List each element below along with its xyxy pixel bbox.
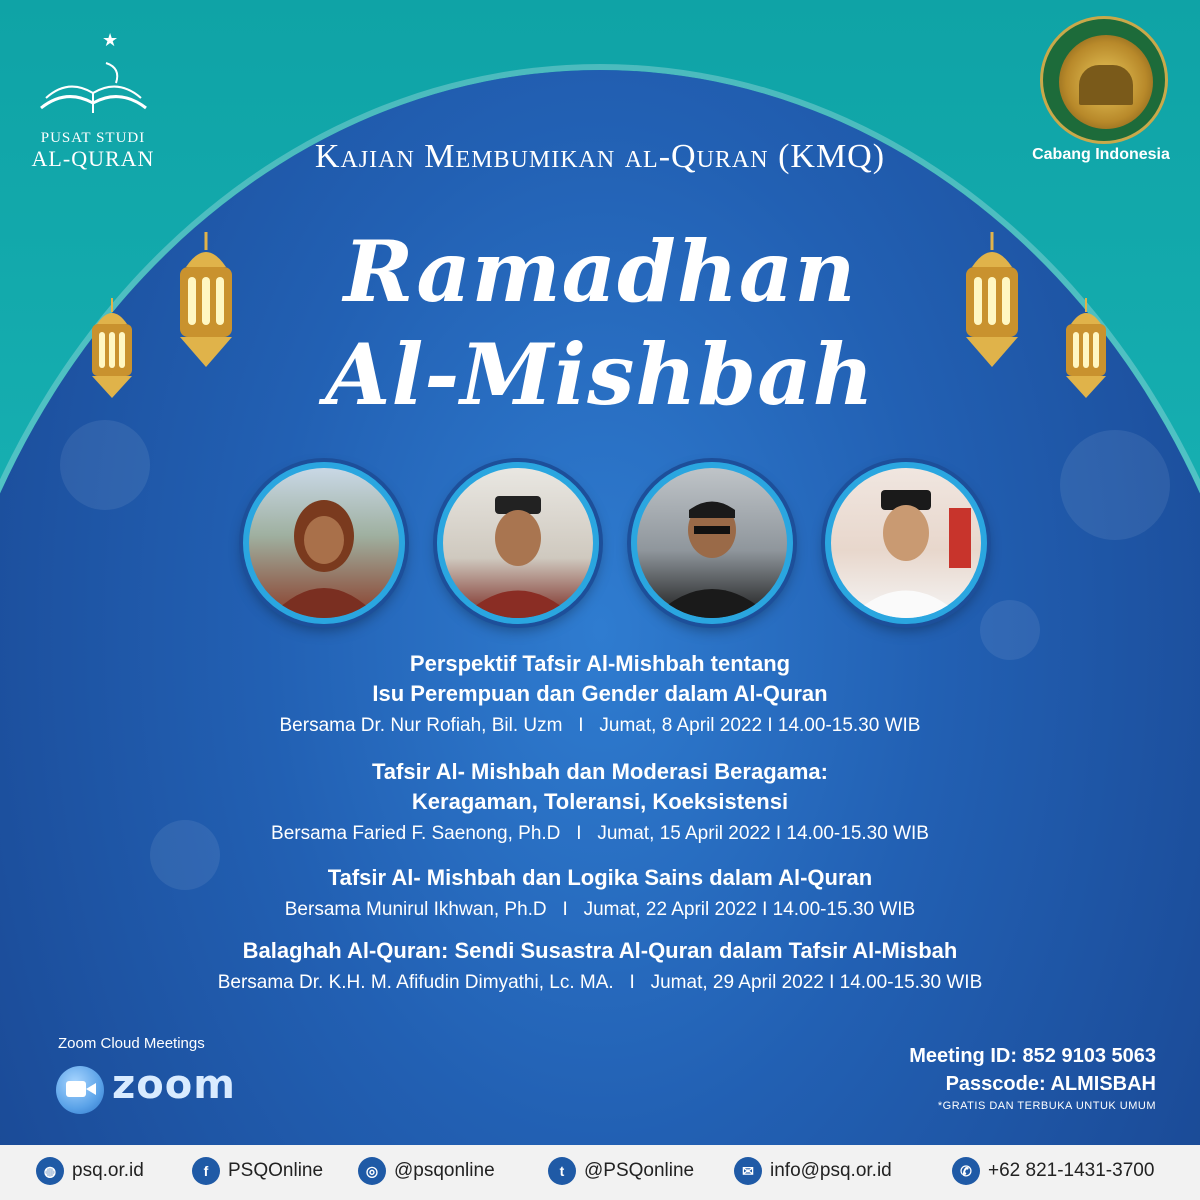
speaker-photo-4 [825,462,987,624]
star-icon: ★ [102,30,119,50]
lantern-icon [166,232,246,382]
twitter-link[interactable] [548,1155,694,1187]
session-detail: Bersama Dr. Nur Rofiah, Bil. Uzm I Jumat, 8 April 2022 I 14.00-15.30 WIB [279,715,921,736]
session-detail: Bersama Dr. K.H. M. Afifudin Dimyathi, Lc. MA. I Jumat, 29 April 2022 I 14.00-15.30 WIB [217,972,983,993]
speaker-photo-3 [631,462,793,624]
contact-footer [0,1145,1200,1200]
whatsapp-icon: ✆ [952,1157,980,1185]
facebook-link[interactable] [192,1155,323,1187]
email-link[interactable] [734,1155,892,1187]
meeting-info [909,1042,1156,1098]
title-line-1: Ramadhan [343,222,857,321]
whatsapp-text: +62 821-1431-3700 [988,1160,1155,1181]
mail-icon: ✉ [734,1157,762,1185]
event-series-subtitle: Kajian Membumikan al-Quran (KMQ) [314,138,886,175]
zoom-label: Zoom Cloud Meetings [58,1035,205,1052]
instagram-icon: ◎ [358,1157,386,1185]
lantern-icon [1056,298,1116,408]
lantern-icon [952,232,1032,382]
session-title-line-2: Keragaman, Toleransi, Koeksistensi [411,789,789,814]
twitter-text: @PSQonline [584,1160,695,1181]
logo-line-1: PUSAT STUDI [40,130,146,146]
facebook-text: PSQOnline [228,1160,324,1181]
zoom-logo [56,1062,236,1112]
session-title-line-1: Tafsir Al- Mishbah dan Moderasi Beragama: [372,759,828,784]
bokeh-light [60,420,150,510]
speaker-photo-2 [437,462,599,624]
branch-caption: Cabang Indonesia [1032,146,1170,163]
meeting-passcode: Passcode: ALMISBAH [945,1073,1156,1095]
session-2 [0,757,1200,847]
book-icon [36,58,151,118]
zoom-camera-icon [56,1066,104,1114]
meeting-id: Meeting ID: 852 9103 5063 [909,1045,1156,1067]
session-detail: Bersama Munirul Ikhwan, Ph.D I Jumat, 22 April 2022 I 14.00-15.30 WIB [284,899,916,920]
website-text: psq.or.id [72,1160,144,1181]
email-text: info@psq.or.id [770,1160,892,1181]
session-3 [0,863,1200,923]
globe-icon: ◍ [36,1157,64,1185]
session-title-line-1: Tafsir Al- Mishbah dan Logika Sains dalam Al-Quran [327,865,873,890]
session-title-line-1: Balaghah Al-Quran: Sendi Susastra Al-Quran dalam Tafsir Al-Misbah [242,938,958,963]
facebook-icon: f [192,1157,220,1185]
zoom-wordmark: zoom [112,1062,236,1108]
title-line-2: Al-Mishbah [325,325,875,424]
seal-icon [1040,16,1168,144]
session-detail: Bersama Faried F. Saenong, Ph.D I Jumat, 15 April 2022 I 14.00-15.30 WIB [271,823,929,844]
instagram-text: @psqonline [394,1160,495,1181]
instagram-link[interactable] [358,1155,495,1187]
session-title-line-1: Perspektif Tafsir Al-Mishbah tentang [409,651,791,676]
session-4 [0,936,1200,996]
logo-line-2: AL-QURAN [31,146,155,171]
twitter-icon: t [548,1157,576,1185]
session-1 [0,649,1200,739]
bokeh-light [1060,430,1170,540]
website-link[interactable] [36,1155,144,1187]
whatsapp-link[interactable] [952,1155,1154,1187]
free-note: *GRATIS DAN TERBUKA UNTUK UMUM [937,1100,1156,1112]
lantern-icon [82,298,142,408]
session-title-line-2: Isu Perempuan dan Gender dalam Al-Quran [372,681,828,706]
speaker-photo-1 [243,462,405,624]
